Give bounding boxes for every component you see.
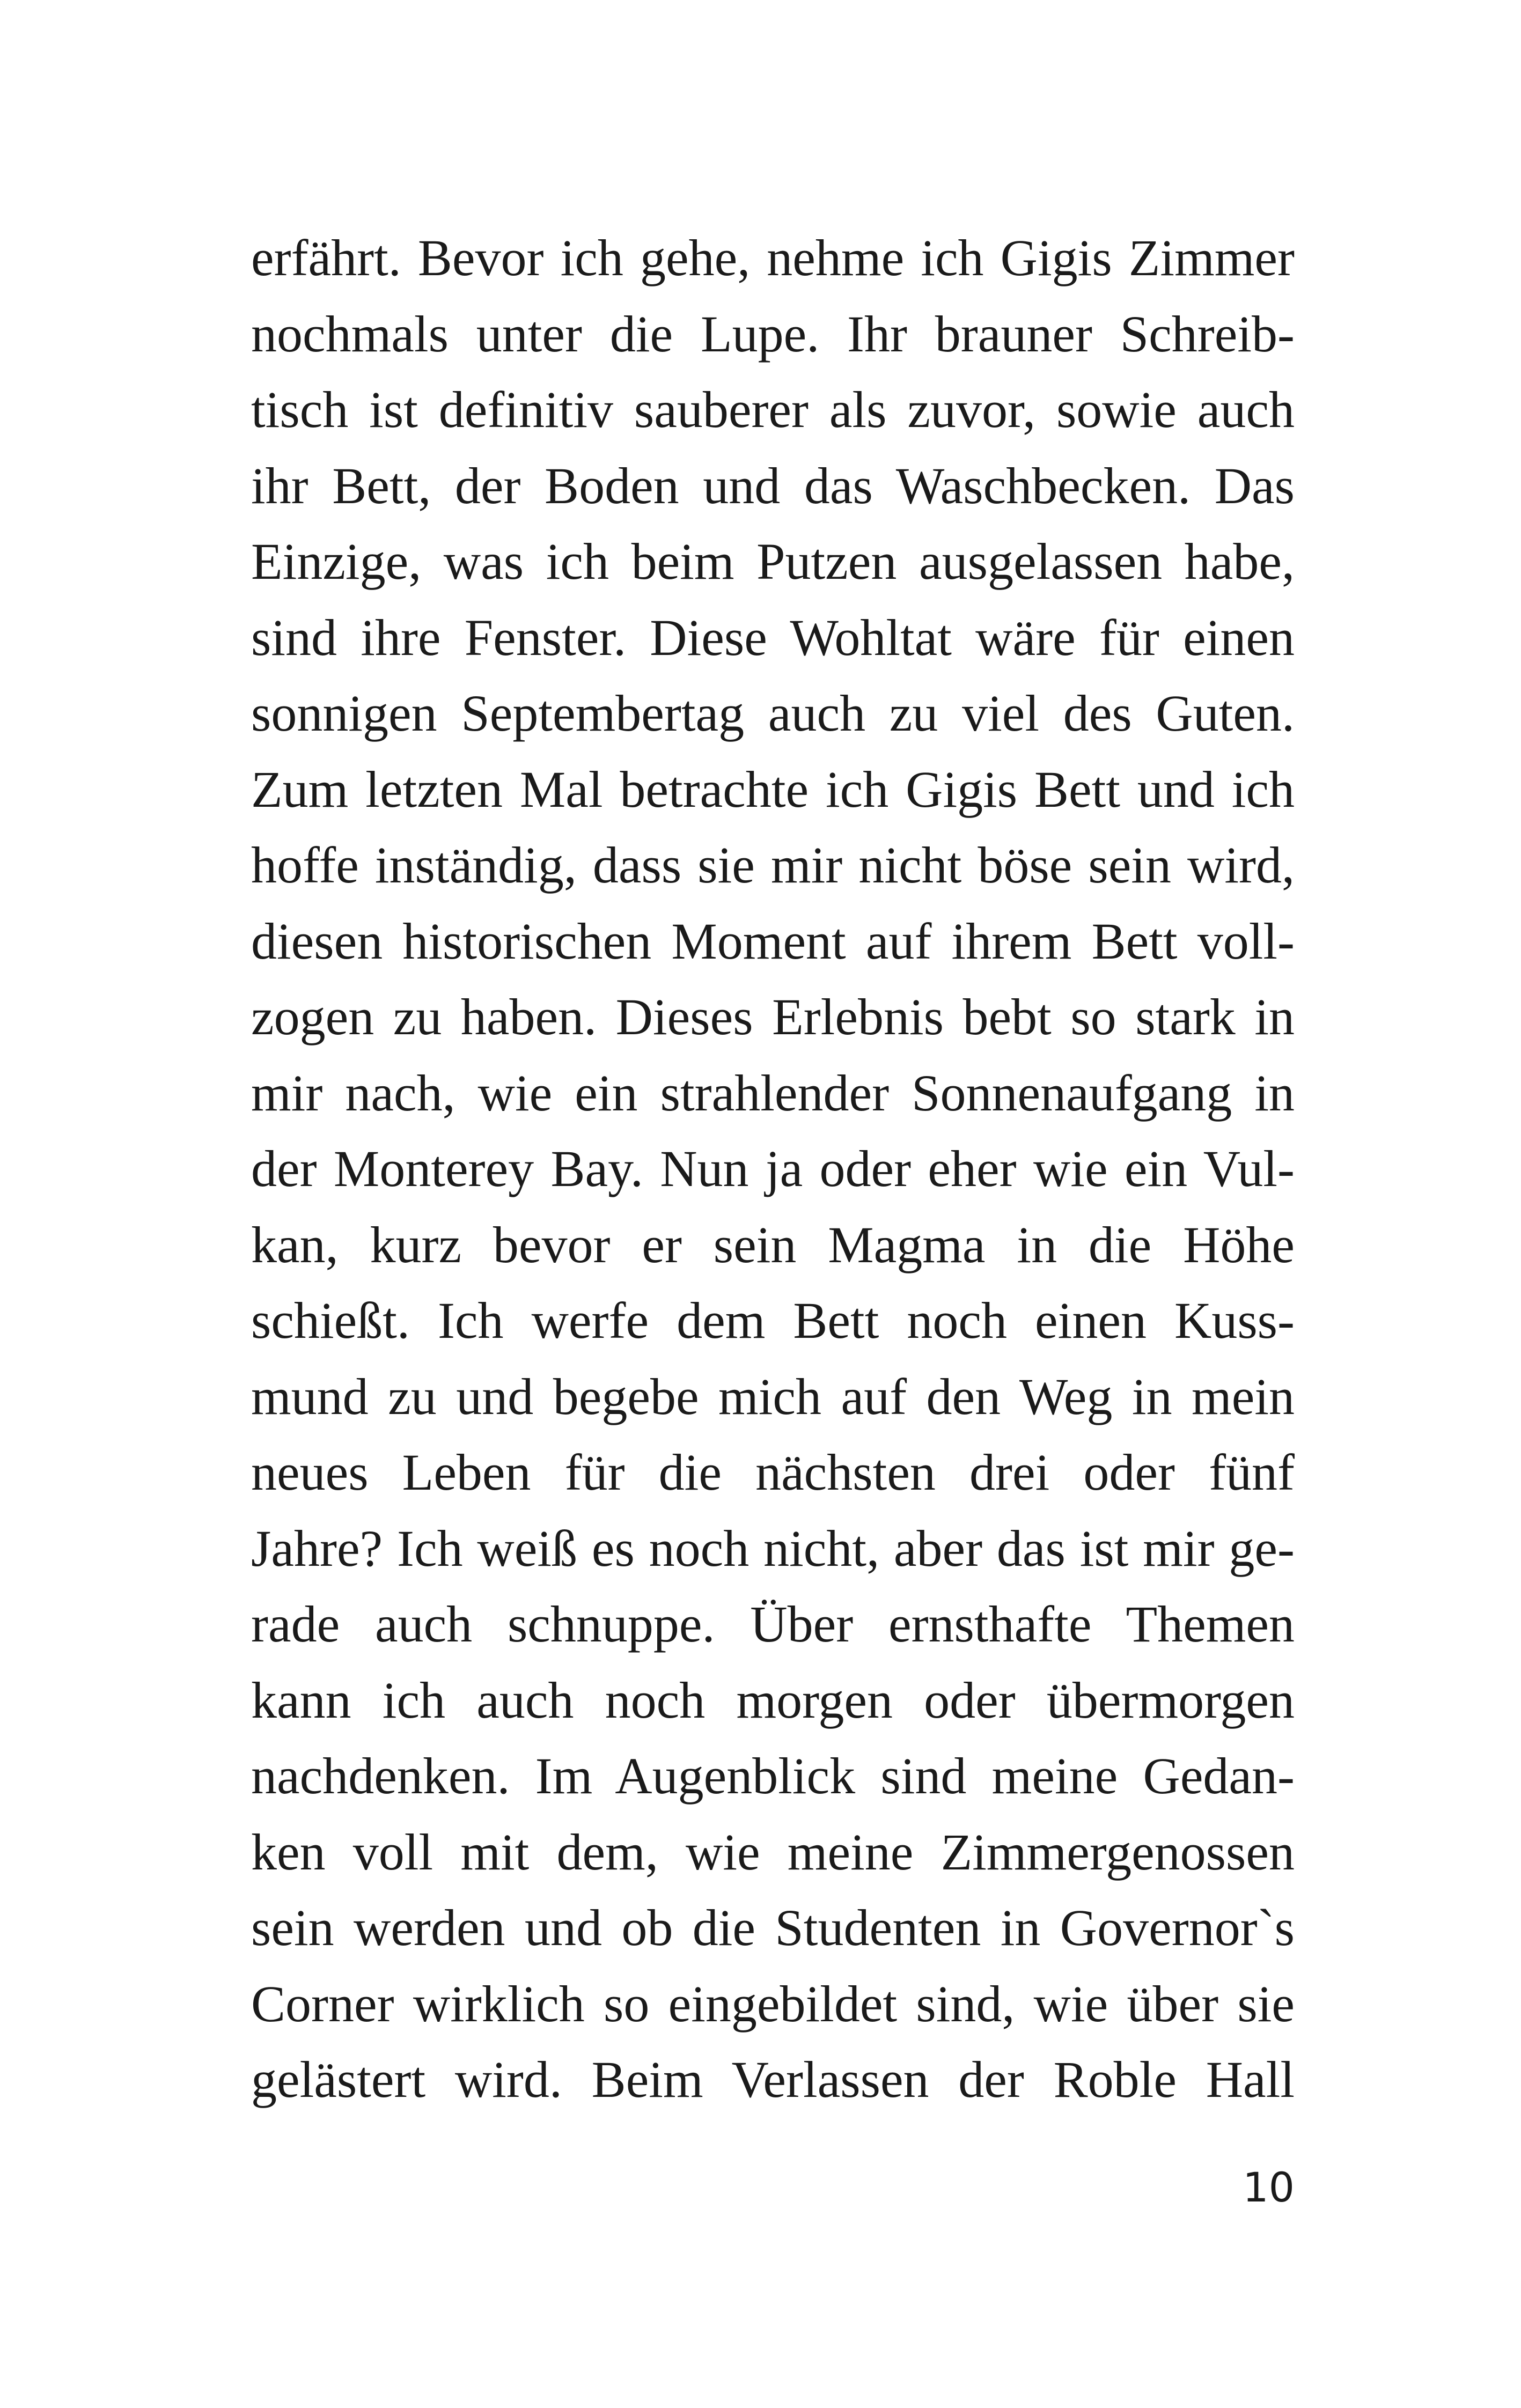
text-line: diesen historischen Moment auf ihrem Bett voll- [251,912,1295,970]
text-line: kann ich auch noch morgen oder übermorgen [251,1671,1295,1729]
text-line: ken voll mit dem, wie meine Zimmergenossen [251,1823,1295,1881]
text-line: der Monterey Bay. Nun ja oder eher wie ein Vul- [251,1140,1295,1197]
text-line: hoffe inständig, dass sie mir nicht böse sein wird, [251,836,1295,894]
text-line: sein werden und ob die Studenten in Governor`s [251,1899,1295,1956]
text-line: sind ihre Fenster. Diese Wohltat wäre für einen [251,608,1295,666]
text-line: mund zu und begebe mich auf den Weg in mein [251,1367,1295,1425]
text-line: sonnigen Septembertag auch zu viel des Guten. [251,684,1295,742]
text-line: Zum letzten Mal betrachte ich Gigis Bett und ich [251,760,1295,818]
text-line: gelästert wird. Beim Verlassen der Roble Hall [251,2051,1295,2108]
text-line: Corner wirklich so eingebildet sind, wie über sie [251,1975,1295,2033]
text-line: erfährt. Bevor ich gehe, nehme ich Gigis Zimmer [251,229,1295,286]
body-text [251,220,1295,2118]
text-line: Einzige, was ich beim Putzen ausgelassen habe, [251,533,1295,590]
page-number: 10 [1243,2163,1295,2211]
text-line: ihr Bett, der Boden und das Waschbecken. Das [251,456,1295,514]
text-line: kan, kurz bevor er sein Magma in die Höhe [251,1216,1295,1273]
text-line: nachdenken. Im Augenblick sind meine Gedan- [251,1747,1295,1805]
text-line: mir nach, wie ein strahlender Sonnenaufgang in [251,1064,1295,1122]
text-line: neues Leben für die nächsten drei oder fünf [251,1444,1295,1501]
text-line: Jahre? Ich weiß es noch nicht, aber das ist mir ge- [251,1519,1295,1577]
text-line: nochmals unter die Lupe. Ihr brauner Schreib- [251,305,1295,363]
text-line: tisch ist definitiv sauberer als zuvor, sowie auch [251,381,1295,438]
text-line: rade auch schnuppe. Über ernsthafte Themen [251,1595,1295,1653]
text-line: zogen zu haben. Dieses Erlebnis bebt so stark in [251,988,1295,1045]
text-line: schießt. Ich werfe dem Bett noch einen Kuss- [251,1292,1295,1349]
